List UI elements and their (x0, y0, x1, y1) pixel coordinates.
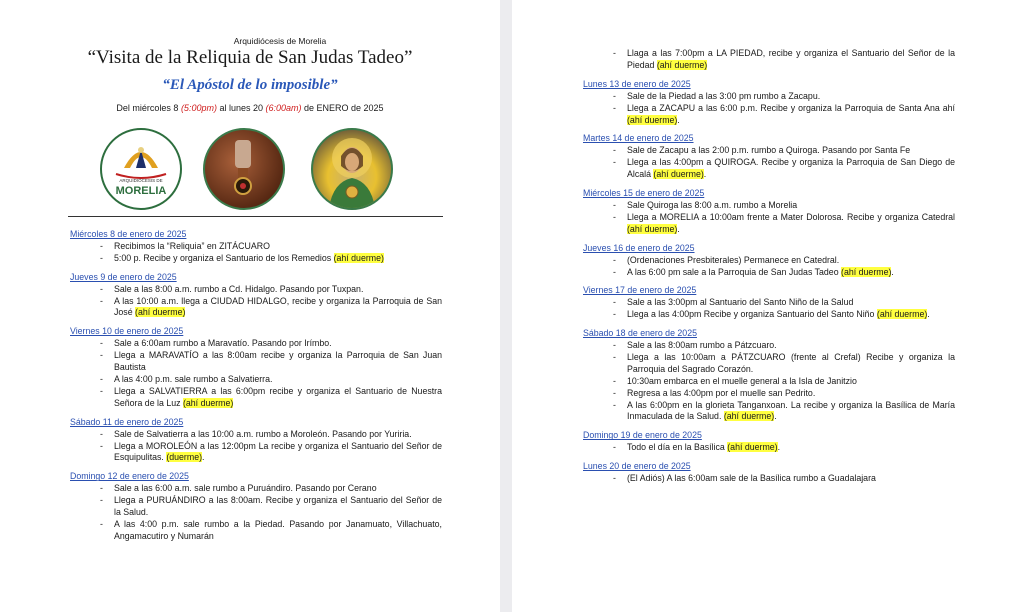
schedule-item-tail: . (927, 309, 930, 320)
schedule-item (583, 212, 955, 236)
schedule-item-text: Llega a PURUÁNDIRO a las 8:00am. Recibe y organiza el Santuario del Señor de la Salud. (114, 495, 442, 518)
schedule-item (70, 441, 442, 465)
sleep-highlight: (ahí duerme) (723, 411, 775, 422)
schedule-item-tail: . (777, 442, 781, 453)
day-block (583, 188, 955, 236)
logo-name: MORELIA (115, 185, 167, 197)
schedule-item-tail: . (891, 266, 894, 277)
schedule-item (583, 352, 955, 376)
document-header (0, 36, 500, 113)
schedule-item (70, 284, 442, 296)
sleep-highlight: (ahí duerme) (627, 223, 678, 234)
schedule-item (70, 253, 442, 265)
schedule-column-right (583, 48, 955, 492)
saint-graphic (313, 130, 391, 208)
day-heading: Sábado 11 de enero de 2025 (70, 416, 184, 427)
header-divider (68, 216, 443, 217)
logo-text: ARQUIDIÓCESIS DE (119, 178, 163, 183)
schedule-item (583, 267, 955, 279)
schedule-item (70, 429, 442, 441)
day-heading: Miércoles 15 de enero de 2025 (583, 188, 705, 199)
schedule-item-text: Sale a 6:00am rumbo a Maravatío. Pasando por Irímbo. (114, 338, 332, 349)
schedule-item-text: Llega a las 10:00am a PÁTZCUARO (frente al Crefal) Recibe y organiza la Parroquia del Sagrado Corazón. (627, 351, 955, 374)
day-heading: Miércoles 8 de enero de 2025 (70, 229, 187, 239)
day-block (583, 285, 955, 321)
schedule-item-text: Llega a ZACAPU a las 6:00 p.m. Recibe y organiza la Parroquia de Santa Ana ahí (627, 102, 955, 113)
schedule-item-text: A las 4:00 p.m. sale rumbo a la Piedad. Pasando por Janamuato, Villachuato, Angamacutiro y Numarán (114, 518, 442, 541)
schedule-item-text: Sale a las 3:00pm al Santuario del Santo Niño de la Salud (627, 297, 854, 308)
schedule-item (70, 386, 442, 410)
schedule-item-text: Sale de la Piedad a las 3:00 pm rumbo a Zacapu. (627, 90, 821, 101)
schedule-item (583, 388, 955, 400)
day-block (583, 461, 955, 485)
schedule-item (583, 255, 955, 267)
schedule-item-text: Sale a las 8:00am rumbo a Pátzcuaro. (627, 340, 777, 351)
schedule-item-text: Llega a MOROLEÓN a las 12:00pm La recibe y organiza el Santuario del Señor de Esquipulitas. (114, 440, 442, 463)
schedule-item-text: Sale Quiroga las 8:00 a.m. rumbo a Morelia (627, 199, 798, 210)
document-title: “Visita de la Reliquia de San Judas Tadeo” (87, 47, 413, 68)
day-block (583, 79, 955, 127)
schedule-item-text: Regresa a las 4:00pm por el muelle san Pedrito. (627, 387, 816, 398)
schedule-item-text: Sale a las 8:00 a.m. rumbo a Cd. Hidalgo. Pasando por Tuxpan. (114, 283, 364, 294)
sleep-highlight: (ahí duerme) (841, 266, 892, 277)
date-range (0, 103, 500, 113)
day-heading: Lunes 20 de enero de 2025 (583, 461, 691, 472)
schedule-item-text: Llaga a las 7:00pm a LA PIEDAD, recibe y organiza el Santuario del Señor de la Piedad (627, 48, 955, 70)
day-block (70, 471, 442, 542)
schedule-item (583, 473, 955, 485)
sleep-highlight: (ahí duerme) (653, 169, 704, 180)
schedule-item (583, 340, 955, 352)
schedule-item-text: Todo el día en la Basílica (627, 442, 728, 453)
page-gutter (500, 0, 512, 612)
date-time-start: (5:00pm) (180, 103, 217, 113)
schedule-item (583, 297, 955, 309)
schedule-item (583, 200, 955, 212)
schedule-item-text: A las 6:00pm en la glorieta Tanganxoan. La recibe y organiza la Basílica de María Inmaculada de la Salud. (627, 399, 955, 422)
day-continuation (583, 48, 955, 72)
day-block (70, 272, 442, 320)
day-heading: Viernes 17 de enero de 2025 (583, 285, 697, 296)
schedule-item-tail: . (202, 452, 205, 463)
schedule-item-text: Llega a las 4:00pm a QUIROGA. Recibe y organiza la Parroquia de San Diego de Alcalá (627, 157, 955, 180)
schedule-item (583, 376, 955, 388)
date-time-end: (6:00am) (265, 103, 302, 113)
day-heading: Jueves 9 de enero de 2025 (70, 271, 177, 282)
archdiocese-logo (100, 128, 182, 210)
document-subtitle: “El Apóstol de lo imposible” (162, 77, 338, 93)
schedule-item (70, 495, 442, 519)
schedule-item (70, 350, 442, 374)
schedule-item (70, 338, 442, 350)
schedule-item (70, 374, 442, 386)
day-block (583, 430, 955, 454)
schedule-item-text: Sale a las 6:00 a.m. sale rumbo a Puruándiro. Pasando por Cerano (114, 483, 377, 494)
archdiocese-label: Arquidiócesis de Morelia (233, 36, 327, 46)
relic-graphic (205, 130, 283, 208)
schedule-item (583, 157, 955, 181)
schedule-item (583, 442, 955, 454)
schedule-column-left (70, 229, 442, 550)
sleep-highlight: (ahí duerme) (727, 442, 778, 453)
schedule-item (583, 91, 955, 103)
sleep-highlight: (ahí duerme) (182, 397, 234, 408)
day-block (70, 326, 442, 409)
day-block (583, 328, 955, 423)
schedule-item (70, 519, 442, 543)
schedule-item (70, 483, 442, 495)
sleep-highlight: (ahí duerme) (876, 309, 928, 320)
day-block (70, 417, 442, 465)
schedule-item (583, 145, 955, 157)
day-heading: Lunes 13 de enero de 2025 (583, 78, 691, 89)
schedule-item-text: A las 6:00 pm sale a la Parroquia de San Judas Tadeo (627, 266, 842, 277)
schedule-item (583, 400, 955, 424)
schedule-item-text: (El Adiós) A las 6:00am sale de la Basílica rumbo a Guadalajara (627, 473, 876, 484)
day-heading: Martes 14 de enero de 2025 (583, 133, 694, 144)
logo-graphic (102, 130, 180, 208)
day-heading: Domingo 19 de enero de 2025 (583, 430, 702, 441)
schedule-item-text: (Ordenaciones Presbiterales) Permanece en Catedral. (627, 254, 840, 265)
day-heading: Sábado 18 de enero de 2025 (583, 328, 697, 339)
date-part-1: Del miércoles 8 (116, 103, 181, 113)
sleep-highlight: (duerme) (166, 452, 203, 463)
schedule-item (70, 241, 442, 253)
schedule-item-text: Llega a MARAVATÍO a las 8:00am recibe y organiza la Parroquia de San Juan Bautista (114, 350, 442, 373)
relic-photo (203, 128, 285, 210)
day-heading: Jueves 16 de enero de 2025 (583, 242, 695, 253)
schedule-item-text: Llega a las 4:00pm Recibe y organiza Santuario del Santo Niño (627, 309, 877, 320)
schedule-item-tail: . (677, 114, 680, 125)
date-part-2: al lunes 20 (216, 103, 266, 113)
day-heading: Domingo 12 de enero de 2025 (70, 471, 189, 482)
schedule-item (583, 309, 955, 321)
date-part-3: de ENERO de 2025 (301, 103, 384, 113)
day-block (583, 133, 955, 181)
day-block (70, 229, 442, 265)
schedule-item-text: Sale de Zacapu a las 2:00 p.m. rumbo a Quiroga. Pasando por Santa Fe (627, 145, 911, 156)
sleep-highlight: (ahí duerme) (656, 59, 708, 70)
schedule-item-tail: . (703, 169, 707, 180)
schedule-item-text: Llega a SALVATIERRA a las 6:00pm recibe y organiza el Santuario de Nuestra Señora de la Luz (114, 385, 442, 408)
schedule-item (583, 48, 955, 72)
sleep-highlight: (ahí duerme) (627, 114, 678, 125)
day-heading: Viernes 10 de enero de 2025 (70, 326, 184, 337)
schedule-item (583, 103, 955, 127)
schedule-item (70, 296, 442, 320)
schedule-item-text: A las 10:00 a.m. llega a CIUDAD HIDALGO, recibe y organiza la Parroquia de San José (114, 295, 442, 318)
day-block (583, 243, 955, 279)
schedule-item-text: A las 4:00 p.m. sale rumbo a Salvatierra. (114, 373, 273, 384)
schedule-item-text: Recibimos la “Reliquia” en ZITÁCUARO (114, 240, 270, 251)
schedule-item-text: 10:30am embarca en el muelle general a la Isla de Janitzio (627, 375, 857, 386)
schedule-item-text: Llega a MORELIA a 10:00am frente a Mater Dolorosa. Recibe y organiza Catedral (627, 211, 955, 222)
schedule-item-tail: . (774, 411, 777, 422)
document-page-left (0, 0, 500, 612)
sleep-highlight: (ahí duerme) (333, 252, 384, 263)
sleep-highlight: (ahí duerme) (135, 307, 186, 318)
schedule-item-tail: . (677, 223, 680, 234)
schedule-item-text: Sale de Salvatierra a las 10:00 a.m. rumbo a Moroleón. Pasando por Yuriria. (114, 428, 412, 439)
saint-image (311, 128, 393, 210)
schedule-item-text: 5:00 p. Recibe y organiza el Santuario de los Remedios (114, 252, 334, 263)
